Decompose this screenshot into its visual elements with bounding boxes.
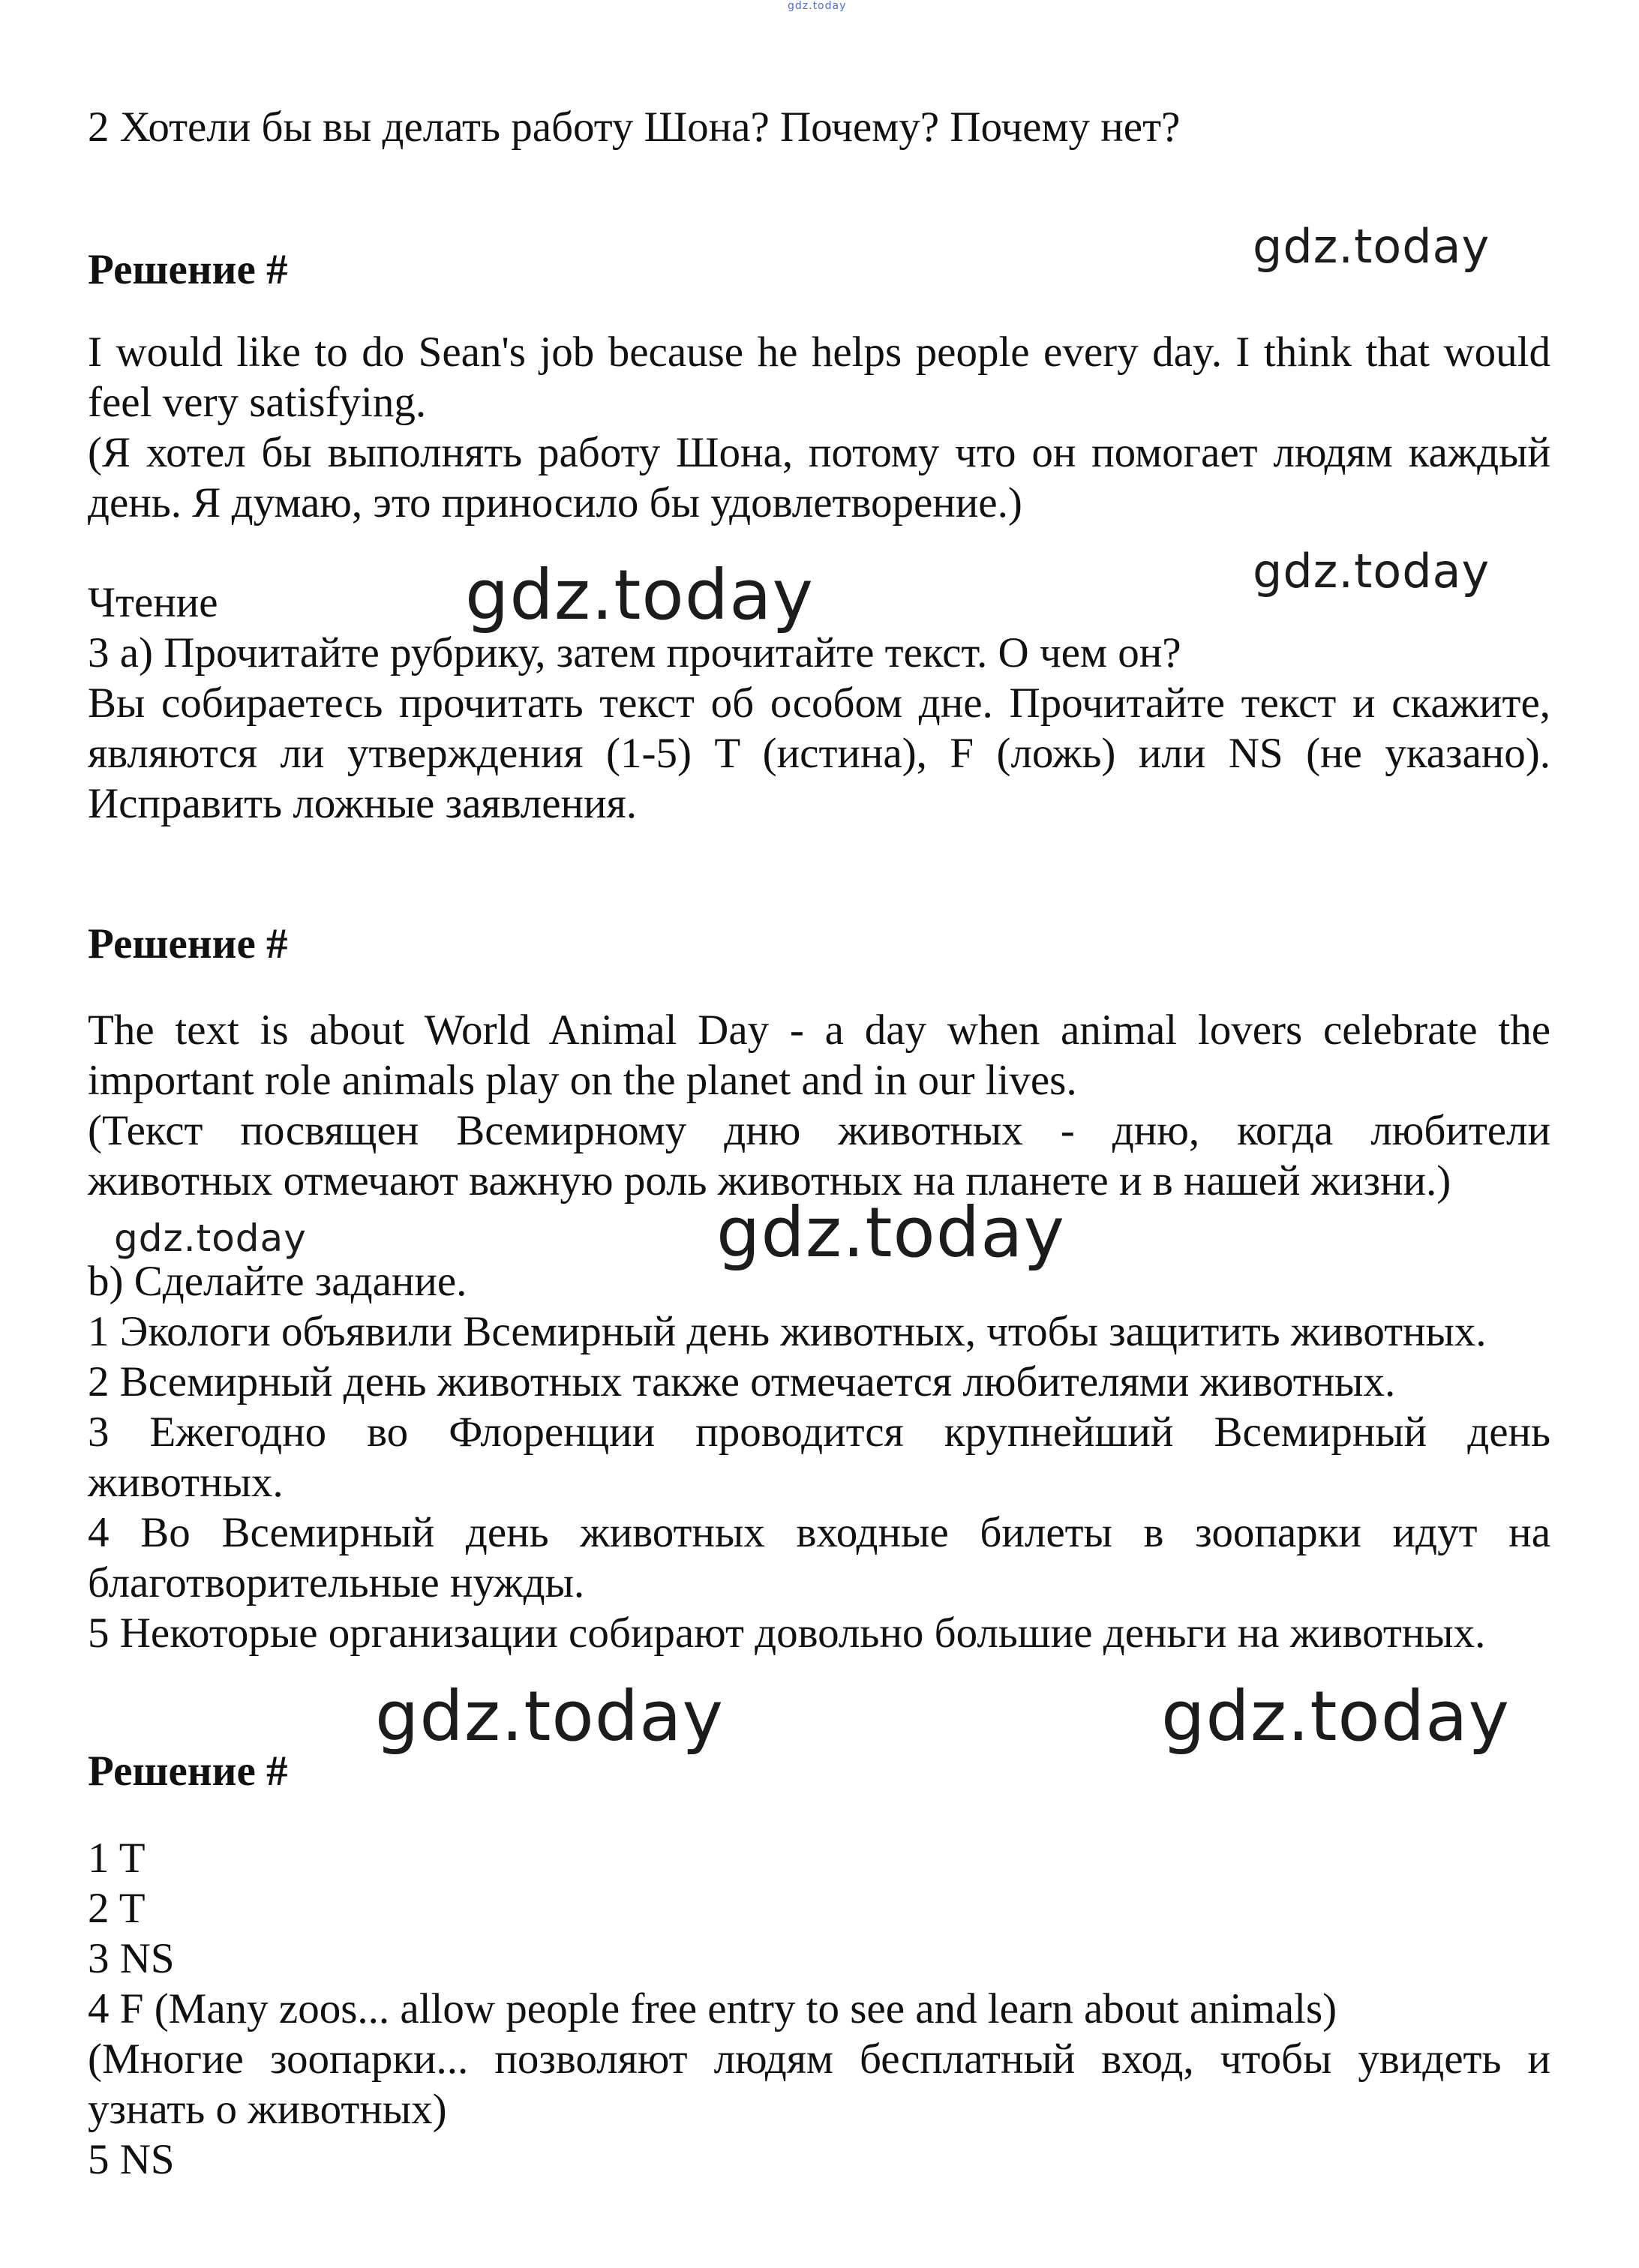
top-watermark: gdz.today xyxy=(788,0,847,12)
answer-3-item-5: 5 NS xyxy=(88,2136,175,2183)
answer-3-item-2: 2 T xyxy=(88,1885,146,1932)
solution-heading-3: Решение # xyxy=(88,1748,288,1795)
question-2: 2 Хотели бы вы делать работу Шона? Почему? Почему нет? xyxy=(88,104,1181,151)
answer-3-item-4-ru-line-2: узнать о животных) xyxy=(88,2086,447,2133)
answer-3-item-1: 1 T xyxy=(88,1834,146,1882)
task-3a-line-2: Вы собираетесь прочитать текст об особом дне. Прочитайте текст и скажите, xyxy=(88,680,1550,727)
watermark: gdz.today xyxy=(465,555,814,635)
statement-3-line-1: 3 Ежегодно во Флоренции проводится крупнейший Всемирный день xyxy=(88,1408,1550,1456)
task-3b-heading: b) Сделайте задание. xyxy=(88,1258,467,1305)
solution-heading-1: Решение # xyxy=(88,246,288,293)
answer-2-line-3: (Текст посвящен Всемирному дню животных - дню, когда любители xyxy=(88,1107,1550,1154)
task-3a-line-1: 3 а) Прочитайте рубрику, затем прочитайте текст. О чем он? xyxy=(88,629,1181,676)
answer-3-item-3: 3 NS xyxy=(88,1935,175,1982)
statement-2: 2 Всемирный день животных также отмечается любителями животных. xyxy=(88,1358,1396,1406)
reading-heading: Чтение xyxy=(88,579,218,626)
solution-heading-2: Решение # xyxy=(88,920,288,968)
watermark: gdz.today xyxy=(1253,544,1490,598)
watermark: gdz.today xyxy=(716,1192,1065,1273)
watermark: gdz.today xyxy=(1253,219,1490,274)
statement-5: 5 Некоторые организации собирают довольно большие деньги на животных. xyxy=(88,1610,1486,1657)
task-3a-line-3: являются ли утверждения (1-5) T (истина), F (ложь) или NS (не указано). xyxy=(88,730,1550,777)
answer-1-line-2: feel very satisfying. xyxy=(88,379,427,426)
answer-2-line-2: important role animals play on the planet and in our lives. xyxy=(88,1057,1077,1104)
watermark: gdz.today xyxy=(114,1216,307,1260)
answer-3-item-4-ru-line-1: (Многие зоопарки... позволяют людям бесплатный вход, чтобы увидеть и xyxy=(88,2036,1550,2083)
task-3a-line-4: Исправить ложные заявления. xyxy=(88,780,638,827)
answer-2-line-1: The text is about World Animal Day - a day when animal lovers celebrate the xyxy=(88,1006,1550,1054)
answer-2-line-4: животных отмечают важную роль животных на планете и в нашей жизни.) xyxy=(88,1157,1451,1204)
answer-1-line-4: день. Я думаю, это приносило бы удовлетворение.) xyxy=(88,479,1022,526)
answer-1-line-1: I would like to do Sean's job because he helps people every day. I think that would xyxy=(88,328,1550,376)
statement-4-line-2: благотворительные нужды. xyxy=(88,1559,585,1606)
statement-3-line-2: животных. xyxy=(88,1459,284,1506)
answer-1-line-3: (Я хотел бы выполнять работу Шона, потому что он помогает людям каждый xyxy=(88,429,1550,476)
statement-1: 1 Экологи объявили Всемирный день животных, чтобы защитить животных. xyxy=(88,1308,1487,1355)
statement-4-line-1: 4 Во Всемирный день животных входные билеты в зоопарки идут на xyxy=(88,1509,1550,1556)
answer-3-item-4: 4 F (Many zoos... allow people free entry to see and learn about animals) xyxy=(88,1985,1337,2032)
watermark: gdz.today xyxy=(1161,1676,1510,1756)
watermark: gdz.today xyxy=(375,1676,724,1756)
